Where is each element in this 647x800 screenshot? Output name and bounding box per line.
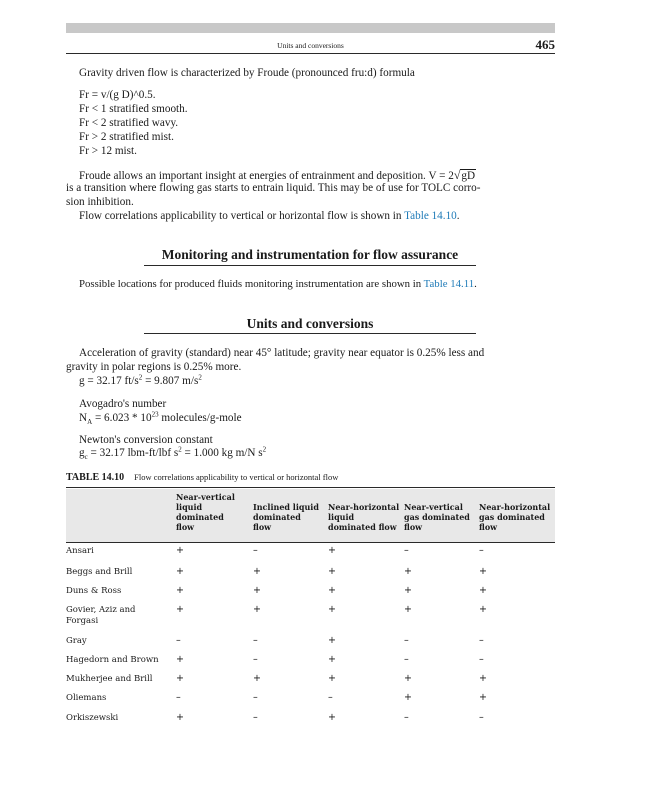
table-cell: + [328,673,336,684]
row-label: Duns & Ross [66,586,122,596]
header-rule [66,53,555,54]
table-cell: – [404,545,409,556]
table-cell: + [404,585,412,596]
flow-correlations-paragraph: Flow correlations applicability to vertical or horizontal flow is shown in Table 14.10. [79,210,460,222]
monitoring-paragraph: Possible locations for produced fluids monitoring instrumentation are shown in Table 14.11. [79,278,477,290]
row-label: Orkiszewski [66,713,119,723]
column-header: flow [404,522,423,532]
avogadro-equation: $N_A = 6.023 * 10^{23}$ molecules/g-mole [79,410,242,427]
section-title-units: Units and conversions [246,316,374,331]
gravity-line2: gravity in polar regions is 0.25% more. [66,361,242,373]
table-cell: + [328,566,336,577]
table-cell: + [404,692,412,703]
gravity-equation: g = 32.17 $ft/s^2 = 9.807$ $m/s^2$ [79,373,202,387]
froude-formula-line: Fr > 2 stratified mist. [79,131,174,143]
table-cell: – [479,635,484,646]
froude-paragraph-line3: sion inhibition. [66,196,134,208]
table-cell: + [404,673,412,684]
table-cell: – [404,654,409,665]
section-rule-units [144,333,476,334]
table-cell: – [253,635,258,646]
page-number: 465 [535,37,555,52]
table-cell: + [479,566,487,577]
column-header: dominated [253,512,301,522]
table-cell: + [328,604,336,615]
table-cell: + [328,712,336,723]
table-cell: – [479,545,484,556]
column-header: flow [253,522,272,532]
row-label: Mukherjee and Brill [66,674,153,684]
gravity-line1: Acceleration of gravity (standard) near 45° latitude; gravity near equator is 0.25% less and [79,347,485,359]
column-header: flow [176,522,195,532]
row-label: Beggs and Brill [66,567,133,577]
table-cell: + [479,673,487,684]
table-cell: + [176,673,184,684]
header-bar [66,23,555,33]
column-header: gas dominated [404,512,470,522]
table-cell: + [479,604,487,615]
newton-equation: $g_c = 32.17$ lbm-ft/lbf $s^2 = 1.000$ kg m/N $s^2$ [79,445,267,462]
table-cell: – [404,712,409,723]
table-14-11-link[interactable]: Table 14.11 [423,278,475,290]
column-header: liquid [176,502,203,512]
row-label: Forgasi [66,616,99,626]
table-cell: + [176,585,184,596]
table-cell: + [479,692,487,703]
froude-formula-line: Fr = v/(g D)^0.5. [79,89,156,101]
table-cell: + [328,585,336,596]
table-cell: + [479,585,487,596]
sqrt-gd: gD [461,170,476,182]
table-cell: + [253,585,261,596]
table-cell: – [253,692,258,703]
running-head: Units and conversions [277,41,344,50]
table-cell: – [253,545,258,556]
table-cell: + [176,566,184,577]
table-cell: + [328,635,336,646]
table-cell: – [479,712,484,723]
table-cell: + [253,566,261,577]
table-cell: + [328,545,336,556]
column-header: Near-vertical [176,492,235,502]
table-cell: + [176,604,184,615]
table-cell: + [404,566,412,577]
table-cell: + [404,604,412,615]
table-cell: – [176,692,181,703]
table-caption: TABLE 14.10 Flow correlations applicability to vertical or horizontal flow [66,472,339,483]
table-cell: + [176,712,184,723]
froude-formula-line: Fr < 2 stratified wavy. [79,117,179,129]
froude-paragraph-line2: is a transition where flowing gas starts to entrain liquid. This may be of use for TOLC corro- [66,182,481,194]
froude-formula-line: Fr < 1 stratified smooth. [79,103,188,115]
froude-formula-line: Fr > 12 mist. [79,145,137,157]
table-cell: + [253,604,261,615]
row-label: Hagedorn and Brown [66,655,159,665]
row-label: Oliemans [66,693,107,703]
table-cell: – [253,654,258,665]
table-cell: + [253,673,261,684]
column-header: dominated [176,512,224,522]
row-label: Ansari [66,546,94,556]
table-cell: + [176,654,184,665]
row-label: Gray [66,636,87,646]
column-header: dominated flow [328,522,397,532]
column-header: liquid [328,512,355,522]
table-14-10-link[interactable]: Table 14.10 [404,210,457,222]
avogadro-label: Avogadro's number [79,398,167,410]
table-cell: – [176,635,181,646]
table-cell: – [479,654,484,665]
section-rule-monitoring [144,265,476,266]
table-cell: + [176,545,184,556]
table-cell: – [404,635,409,646]
column-header: flow [479,522,498,532]
table-header-rule [66,542,555,543]
section-title-monitoring: Monitoring and instrumentation for flow assurance [161,247,459,262]
column-header: gas dominated [479,512,545,522]
column-header: Near-horizontal [328,502,400,512]
row-label: Govier, Aziz and [66,605,136,615]
table-top-rule [66,487,555,488]
table-cell: – [253,712,258,723]
column-header: Inclined liquid [253,502,319,512]
column-header: Near-horizontal [479,502,551,512]
table-cell: – [328,692,333,703]
table-cell: + [328,654,336,665]
newton-label: Newton's conversion constant [79,434,213,446]
froude-paragraph-line1: Froude allows an important insight at energies of entrainment and deposition. V = 2√gD [79,168,476,182]
froude-intro: Gravity driven flow is characterized by Froude (pronounced fru:d) formula [79,67,415,79]
column-header: Near-vertical [404,502,463,512]
